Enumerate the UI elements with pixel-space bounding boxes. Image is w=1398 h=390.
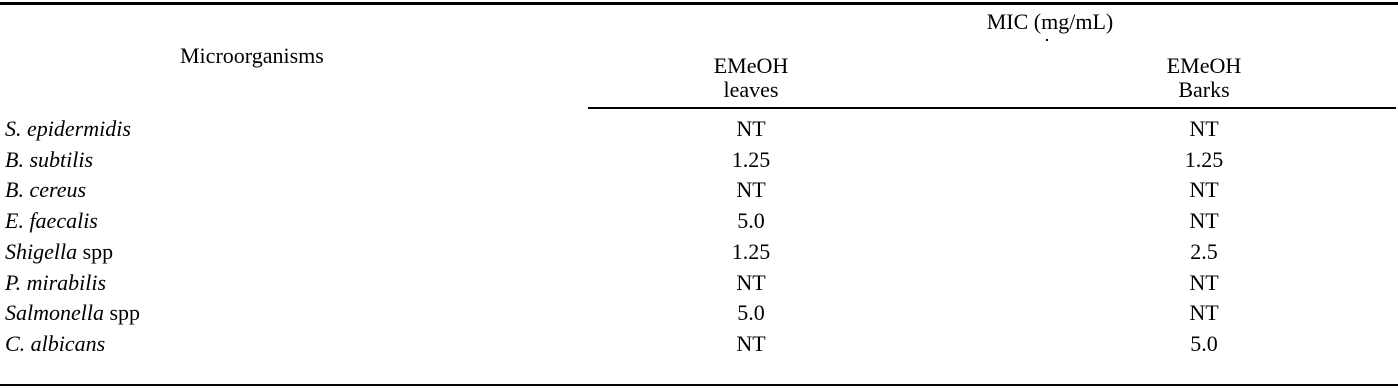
column-header-barks [1104,54,1304,102]
microorganism-name-italic: S. epidermidis [5,116,131,141]
table-row [0,209,1398,240]
mic-barks-value: NT [1189,208,1219,234]
mic-barks-value: NT [1189,116,1219,141]
microorganisms-header: Microorganisms [180,43,324,68]
mic-leaves-value: NT [736,177,766,203]
microorganism-name-italic: E. faecalis [5,208,98,234]
mic-group-header: MIC (mg/mL) [986,9,1114,34]
table-row [0,117,1398,148]
column-header-leaves [651,54,851,102]
mic-leaves-value: NT [736,269,766,295]
microorganism-name-italic: C. albicans [5,330,106,356]
mic-leaves-value: 1.25 [731,146,771,172]
column-header-barks-line1: EMeOH [1166,53,1242,78]
table-row [0,148,1398,179]
mic-barks-value: 5.0 [1190,330,1218,356]
microorganism-name-suffix: spp [77,238,114,264]
mic-barks-value: NT [1189,177,1219,203]
header-rule [588,107,1396,109]
header-dot-mark [1046,39,1048,41]
bottom-rule [0,384,1398,386]
microorganism-name [5,148,93,172]
microorganism-name [5,117,131,141]
mic-barks-value: NT [1189,269,1219,295]
table-row [0,301,1398,332]
mic-leaves-value: 5.0 [737,208,765,234]
mic-barks-value: 1.25 [1184,146,1224,172]
table-row [0,271,1398,302]
mic-leaves-value: 5.0 [737,300,765,326]
column-header-leaves-line2: leaves [723,77,779,102]
microorganism-name [5,301,140,325]
microorganism-name-suffix: spp [104,300,141,326]
column-header-barks-line2: Barks [1178,77,1230,102]
microorganism-name-italic: B. subtilis [5,146,94,172]
microorganism-name-italic: B. cereus [5,177,87,203]
mic-barks-value: NT [1189,300,1219,326]
mic-leaves-value: 1.25 [731,238,771,264]
top-rule [0,2,1398,5]
column-header-leaves-line1: EMeOH [713,53,789,78]
microorganism-name [5,240,113,264]
table-row [0,240,1398,271]
mic-leaves-value: NT [736,116,766,141]
microorganism-name [5,332,105,356]
mic-barks-value: 2.5 [1190,238,1218,264]
microorganism-name [5,178,86,202]
table-row [0,332,1398,363]
microorganism-name [5,271,106,295]
microorganism-name-italic: P. mirabilis [5,269,107,295]
microorganism-name [5,209,98,233]
table-row [0,178,1398,209]
mic-leaves-value: NT [736,330,766,356]
microorganism-name-italic: Salmonella [5,300,104,326]
microorganism-name-italic: Shigella [5,238,78,264]
